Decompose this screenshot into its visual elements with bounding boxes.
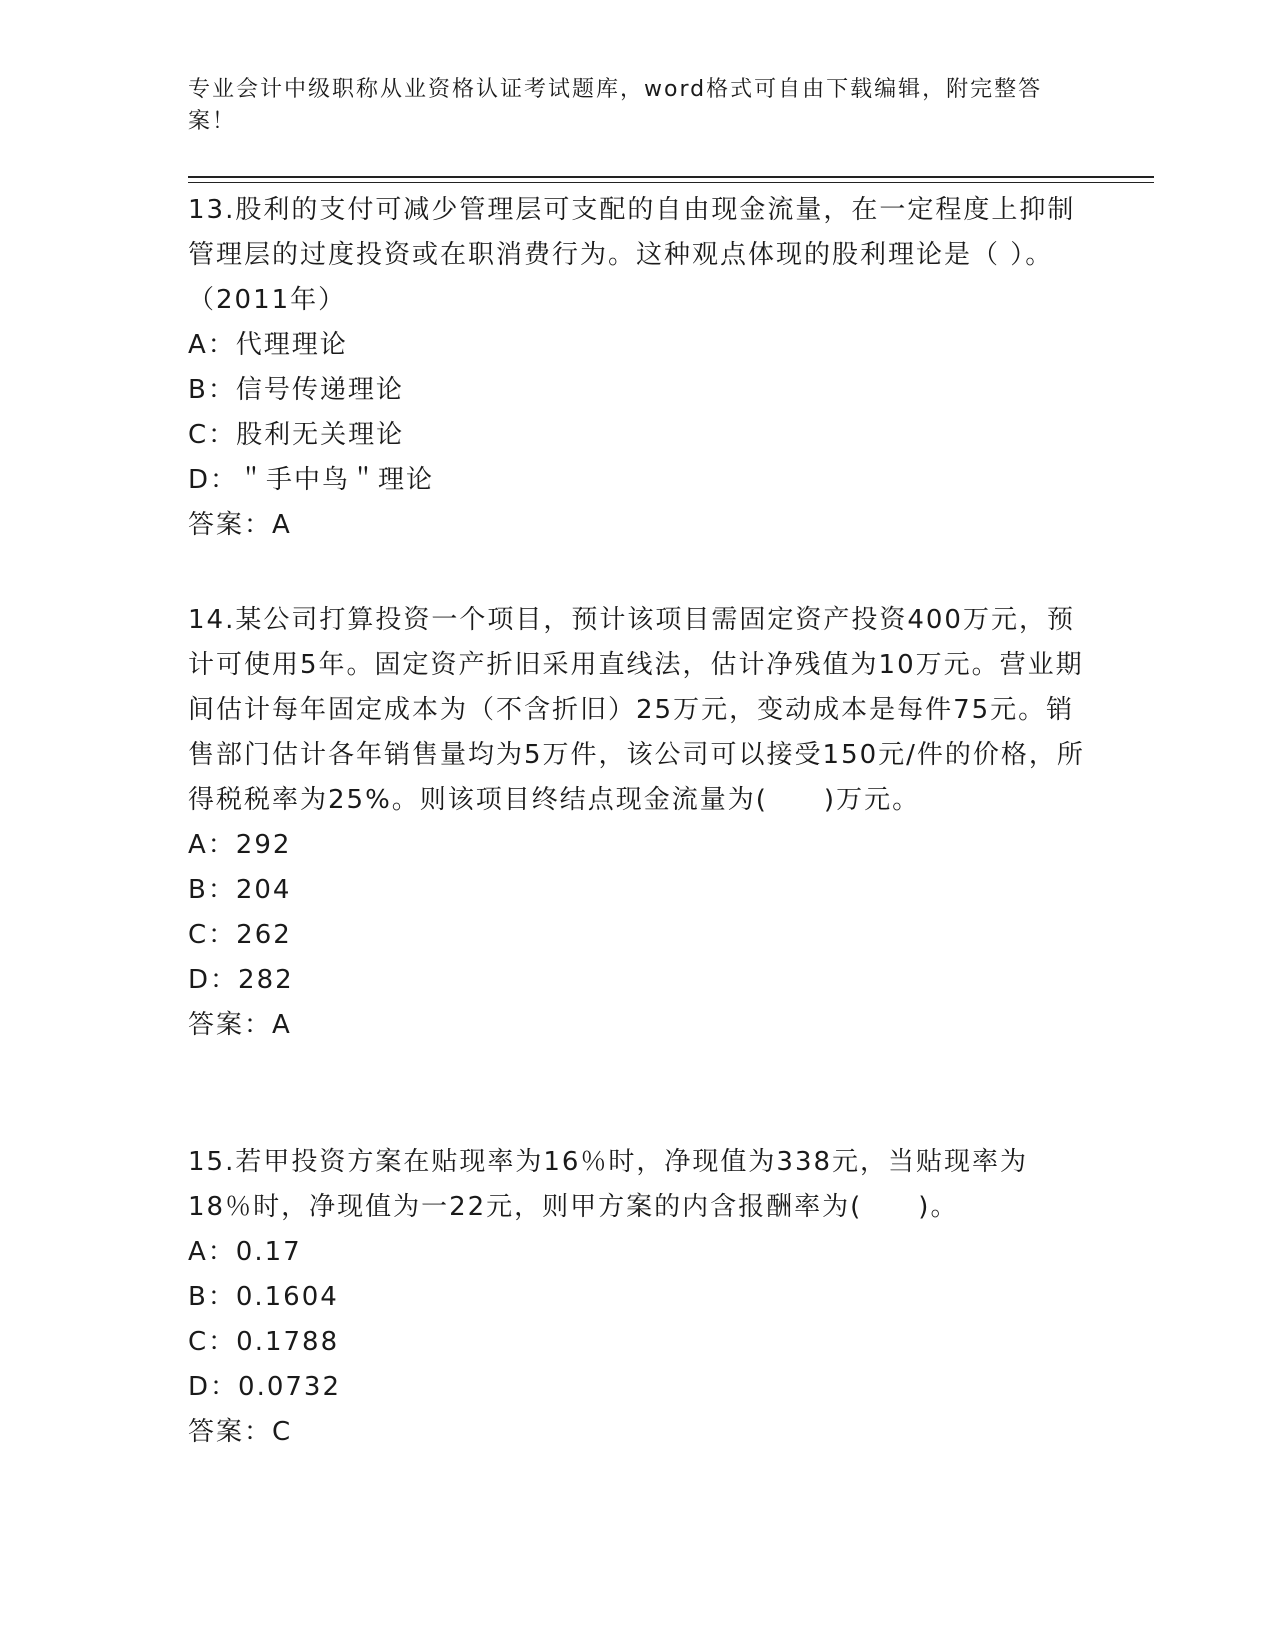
header-divider-thin [188, 182, 1154, 183]
option-d: D：＂手中鸟＂理论 [188, 465, 435, 495]
option-a: A：代理理论 [188, 330, 348, 360]
option-d: D：0.0732 [188, 1372, 341, 1402]
answer-line: 答案：C [188, 1417, 293, 1447]
option-c: C：0.1788 [188, 1327, 340, 1357]
option-d: D：282 [188, 965, 294, 995]
question-stem: 13.股利的支付可减少管理层可支配的自由现金流量，在一定程度上抑制管理层的过度投资或在职消费行为。这种观点体现的股利理论是（ ）。（2011年） [188, 195, 1076, 315]
option-c: C：股利无关理论 [188, 420, 405, 450]
question-stem: 14.某公司打算投资一个项目，预计该项目需固定资产投资400万元，预计可使用5年。固定资产折旧采用直线法，估计净残值为10万元。营业期间估计每年固定成本为（不含折旧）25万元，变动成本是每件75元。销售部门估计各年销售量均为5万件，该公司可以接受150元/件的价格，所得税税率为25%。则该项目终结点现金流量为( )万元。 [188, 605, 1085, 815]
answer-line: 答案：A [188, 1010, 292, 1040]
option-b: B：204 [188, 875, 292, 905]
question-13 [188, 188, 1088, 548]
option-b: B：0.1604 [188, 1282, 339, 1312]
page-header: 专业会计中级职称从业资格认证考试题库，word格式可自由下载编辑，附完整答案！ [188, 77, 1043, 134]
answer-line: 答案：A [188, 510, 292, 540]
option-b: B：信号传递理论 [188, 375, 404, 405]
option-a: A：292 [188, 830, 292, 860]
question-stem: 15.若甲投资方案在贴现率为16％时，净现值为338元，当贴现率为18％时，净现值为一22元，则甲方案的内含报酬率为( )。 [188, 1147, 1029, 1222]
header-divider-thick [188, 176, 1154, 178]
option-a: A：0.17 [188, 1237, 302, 1267]
option-c: C：262 [188, 920, 292, 950]
question-14 [188, 598, 1088, 1048]
question-15 [188, 1140, 1088, 1455]
